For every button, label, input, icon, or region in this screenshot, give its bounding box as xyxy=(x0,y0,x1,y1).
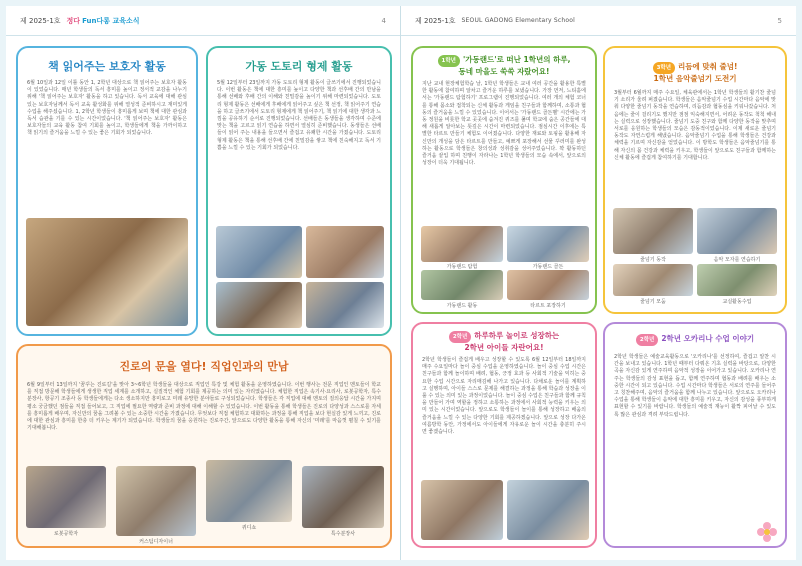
career-section-title: 진로의 문을 열다! 직업인과의 만남 xyxy=(119,360,289,373)
dotori-section-body: 5월 12일부터 23일까지 가동 도토리 형제 활동이 글쓰기에서 진행되었습니다. 이번 활동은 책에 대한 흥미를 높이고 다양한 책과 선후배 간의 만남을 통해 선배와 후배 간의 이해와 친밀감을 높이기 위해 마련되었습니다. 도토리 형제 활동은 선배에게 후배에게 읽어주고 싶은 책 선정, 책 읽어주기 연습을 하고 글쓰기에서 도토리 형제에게 책 읽어주기, 책 읽기에 대한 생각과 느낌을 공유하기 순서로 진행되었습니다. 선배들은 동생들을 생각하며 수준에 맞는 책을 고르고 읽기 연습을 하면서 열심히 준비했습니다. 동생들은 선배들이 읽어 주는 내용을 들으면서 즐겁고 유쾌한 시간을 가졌습니다. 도토리 형제 활동은 책을 통해 선후배 간에 친밀감을 쌓고 책에 친숙해지고 독서 기쁨을 느낄 수 있는 기회가 되었습니다. xyxy=(217,80,381,151)
grade2-ocarina-title: 2학년 오카리나 수업 이야기 xyxy=(661,334,755,343)
career-photo-4 xyxy=(302,466,384,528)
reading-photo xyxy=(26,218,188,326)
flower-icon xyxy=(755,520,779,544)
dotori-photo-3 xyxy=(216,282,302,328)
newsletter-logo: 정다 xyxy=(66,16,81,25)
career-section xyxy=(16,344,392,548)
issue-number: 제 2025-1호 xyxy=(415,16,456,25)
grade1-caption-1: 가동랜드 탐험 xyxy=(446,264,478,270)
newsletter-logo-sub: Fun다롱 교육소식 xyxy=(82,16,140,25)
career-photo-1 xyxy=(26,466,106,528)
grade3-tag: 3학년 xyxy=(653,62,675,74)
grade2-play-photo-2 xyxy=(507,480,589,540)
grade3-title-line2: 1학년 음악줄넘기 도전기 xyxy=(653,74,737,83)
grade3-body: 3월부터 6월까지 매주 수요일, 체육관에서는 1학년 학생들의 활기찬 줄넘기 소리가 울려 퍼졌습니다. 학생들은 음악줄넘기 수업 시간마다 음악에 맞춰 다양한 줄넘기 동작을 연습하며, 리듬감과 협동심을 키워나갔습니다. 처음에는 줄이 걸리기도 했지만 점점 익숙해지면서, 어려운 동작도 척척 해내는 실력으로 성장했습니다. 줄넘기 도중 친구와 함께 다양한 동작을 맞추며 서로를 응원하는 학생들의 모습은 감동적이었습니다. 이제 새로운 줄넘기 동작도 자연스럽게 해냈습니다. 음악줄넘기 수업을 통해 학생들은 건강과 체력을 기르며 자신감을 얻었습니다. 이 방학도 학생들은 음악줄넘기를 통해 자신의 몸 건강과 체력을 키우고, 학생들이 앞으로도 친구들과 함께하는 신체 활동에 즐겁게 참여하기를 기대합니다. xyxy=(614,90,776,161)
dotori-section xyxy=(206,46,392,336)
career-caption-4: 특수분장사 xyxy=(330,531,356,537)
grade3-caption-4: 교실활동수업 xyxy=(722,299,752,305)
grade1-caption-2: 가동랜드 골든 xyxy=(532,264,564,270)
grade2-play-photo-1 xyxy=(421,480,503,540)
dotori-section-title: 가동 도토리 형제 활동 xyxy=(245,60,353,73)
career-section-body: 6월 9일부터 13일까지 '꿈꾸는 진로길'을 맞아 3~6학년 학생들을 대상으로 직업인 특강 및 체험 활동을 운영하였습니다. 이번 행사는 전문 직업인 멘토들이 학교를 직접 방문해 학생들에게 생생한 직업 세계를 소개하고, 실질적인 체험 기회를 제공하는 의미 있는 자리였습니다. 체험한 직업은 속기사·요리사, 로봇공학자, 특수분장사, 항공기 조종사 등 학생들에게는 다소 생소하지만 흥미로고 미래 유망한 분야들로 구성되었습니다. 학생들은 각 직업에 대해 멘토의 질의응답 시간을 가지며 평소 궁금했던 점들을 직접 들어보고, 그 직업에 필요한 역량과 준비 과정에 대해 이해할 수 있었습니다. 이번 활동을 통해 학생들은 진로의 다양성과 스스로를 자세를 흥미롭게 배우며, 자신만의 꿈을 그려볼 수 있는 소중한 시간을 가졌습니다. 무엇보다 직접 체험하고 대화하는 과정을 통해 직업을 보다 현실감 있게 느끼고, 진로에 대한 관심과 흥미를 한층 더 키우는 계기가 되었습니다. 학생들의 꿈을 응원하는 진로주간, 앞으로도 다양한 활동을 통해 자신의 '미래'를 마음껏 펼칠 수 있기를 기대해봅니다. xyxy=(27,382,381,432)
right-header xyxy=(401,6,796,36)
grade1-photo-2 xyxy=(507,226,589,262)
right-page xyxy=(401,6,796,560)
grade1-title-line2: 동네 마을도 쑥쑥 자랐어요! xyxy=(458,67,550,76)
grade3-photo-2 xyxy=(697,208,777,254)
grade3-title-line1: 리듬에 맞춰 줄넘! xyxy=(678,62,738,71)
career-caption-2: 커스텀디자이너 xyxy=(139,539,173,545)
grade3-caption-2: 음악 모자를 연습하기 xyxy=(713,257,761,263)
reading-section-title: 책 읽어주는 보호자 활동 xyxy=(48,60,166,73)
career-photo-2 xyxy=(116,466,196,536)
grade2-ocarina-body: 2학년 학생들은 예술교육활동으로 '오카리나'를 선정하여, 즐겁고 알찬 시간을 보내고 있습니다. 1학년 때부터 다뤄온 기초 실력을 바탕으로, 다양한 곡을 자신감 있게 연주하며 음악적 성장을 이어가고 있습니다. 오카리나 연주는 학생들의 감성 표현을 돕고, 함께 연주하며 협동과 배려를 배우는 소중한 시간이 되고 있습니다. 수업 시간마다 학생들은 서로의 연주를 들어주고 칭찬해주며, 음악의 즐거움을 함께 나누고 있습니다. 앞으로도 오카리나 수업을 통해 학생들이 음악에 대한 흥미를 키우고, 자신의 감성을 풍부하게 표현할 수 있기를 바랍니다. 학생들의 예술적 재능이 활짝 피어날 수 있도록 많은 관심과 격려 부탁드립니다. xyxy=(614,354,776,418)
left-page xyxy=(6,6,401,560)
grade1-caption-3: 가동랜드 활동 xyxy=(446,303,478,309)
grade3-caption-1: 줄넘기 동작 xyxy=(640,257,666,263)
grade1-photo-4 xyxy=(507,270,589,300)
school-name: SEOUL GADONG Elementary School xyxy=(461,17,576,24)
grade1-photo-1 xyxy=(421,226,503,262)
grade1-section xyxy=(411,46,597,314)
grade2-play-body: 2학년 학생들이 즐겁게 배우고 성장할 수 있도록 6월 12일부터 18일까지 매주 수요일마다 놀이 중심 수업을 운영하였습니다. 놀이 중심 수업 시간은 친구들과 함께 놀이하며 배려, 협동, 긍정 효과 등 사회적 기술을 익히는 중요한 수업 시간으로 자리매김해 나가고 있습니다. 다채로운 놀이를 계획하고 실행하며, 아이들 스스로 문제를 해결하는 과정을 통해 학습과 성장을 이룰 수 있는 의미 있는 과정이었습니다. 놀이 중심 수업은 친구들과 함께 규칙을 만들어 가며 역할을 정하고 소통하는 과정에서 사회적 능력을 키우는 의미 있는 시간이었습니다. 앞으로도 학생들이 놀이를 통해 성장하고 배움의 즐거움을 느낄 수 있는 다양한 기회를 제공하겠습니다. 앞으로 성장 다가온 여름방학 동안, 가정에서도 아이들에게 자유로운 놀이 시간을 충분히 주시면 좋겠습니다. xyxy=(422,357,586,436)
grade2-ocarina-tag: 2학년 xyxy=(636,334,658,346)
grade3-photo-4 xyxy=(697,264,777,296)
grade3-photo-3 xyxy=(613,264,693,296)
dotori-photo-2 xyxy=(306,226,384,278)
career-photo-3 xyxy=(206,460,292,522)
page-number: 4 xyxy=(381,16,386,25)
grade1-title-line1: '가동랜드'로 떠난 1학년의 하루, xyxy=(463,55,571,64)
grade2-play-title-line2: 2학년 아이들 자란어요! xyxy=(464,343,544,352)
grade2-ocarina-section xyxy=(603,322,787,548)
grade1-photo-3 xyxy=(421,270,503,300)
grade3-photo-1 xyxy=(613,208,693,254)
newsletter-spread xyxy=(6,6,796,560)
grade2-play-tag: 2학년 xyxy=(449,331,471,343)
grade1-tag: 1학년 xyxy=(438,55,460,67)
grade1-body: 지난 교내 현장체험학습 날, 1학년 학생들은 교내 여러 공간을 활용한 특별한 활동에 참여하며 알차고 즐거운 하루를 보냈습니다. 가장 먼저, 느티홀에서는 '가동랜드 탐험하기' 프로그램이 진행되었습니다. 여러 개의 체험 코너를 통해 몸소와 접착되는 신체 활동과 게임을 친구들과 함께하며, 소통과 협동의 즐거움을 느낄 수 있었습니다. 이어서는 '가동랜드 골든벨' 시간에는 가동 정원을 비롯한 학교 곳곳에 숨겨진 퀴즈를 풀며 학교에 숨은 공간들에 대해 새롭게 알아보는 뜻깊은 시간이 마련되었습니다. 점심시간 이후에는 특별한 타르트 만들기 체험도 이어졌습니다. 다양한 재료와 토핑을 활용해 자신만의 개성을 담은 타르트를 만들고, 예쁘게 포장해서 선물 꾸러미를 완성하는 활동으로 학생들은 창의성과 성취감을 성어주었습니다. 꽉 활동하던 즐거움 끝입 하며 친행이 자라나는 1학년 학생들의 모습 속에서, 앞으로의 성장이 더욱 기대됩니다. xyxy=(422,81,586,167)
grade2-play-section xyxy=(411,322,597,548)
issue-number: 제 2025-1호 xyxy=(20,16,61,25)
page-number: 5 xyxy=(777,16,782,25)
career-caption-1: 로봇공학자 xyxy=(53,531,79,537)
grade3-section xyxy=(603,46,787,314)
left-header xyxy=(6,6,400,36)
dotori-photo-4 xyxy=(306,282,384,328)
dotori-photo-1 xyxy=(216,226,302,278)
reading-section-body: 6월 10일과 12일 이틀 동안 1, 2학년 대상으로 책 읽어주는 보호자 활동이 있었습니다. 매년 학생들의 독서 흥미를 높이고 정서적 교감을 나누기 위해 '책 읽어주는 보호자' 활동을 하고 있습니다. 독서 교육에 대해 관심 있는 보호자님께서 독서 교육 활성화를 위해 열성적 준비하시고 재미있게 수업을 해주셨습니다. 1, 2학년 학생들이 흥미롭게 보며 책에 대한 관심과 독서 습관을 기를 수 있는 시간이었습니다. '책 읽어주는 보호자' 활동은 보호자들의 교육 활동 참여 기회를 높이고, 학생들에게 책을 가까이하고 책 읽기의 즐거움을 느낄 수 있는 좋은 기회가 되었습니다. xyxy=(27,80,187,137)
grade3-caption-3: 줄넘기 모둠 xyxy=(640,299,666,305)
career-caption-3: 퀴디쇼 xyxy=(241,525,257,531)
grade2-play-title-line1: 하루하루 놀이로 성장하는 xyxy=(474,331,560,340)
grade1-caption-4: 타르트 포장하기 xyxy=(530,303,566,309)
reading-parent-section xyxy=(16,46,198,336)
